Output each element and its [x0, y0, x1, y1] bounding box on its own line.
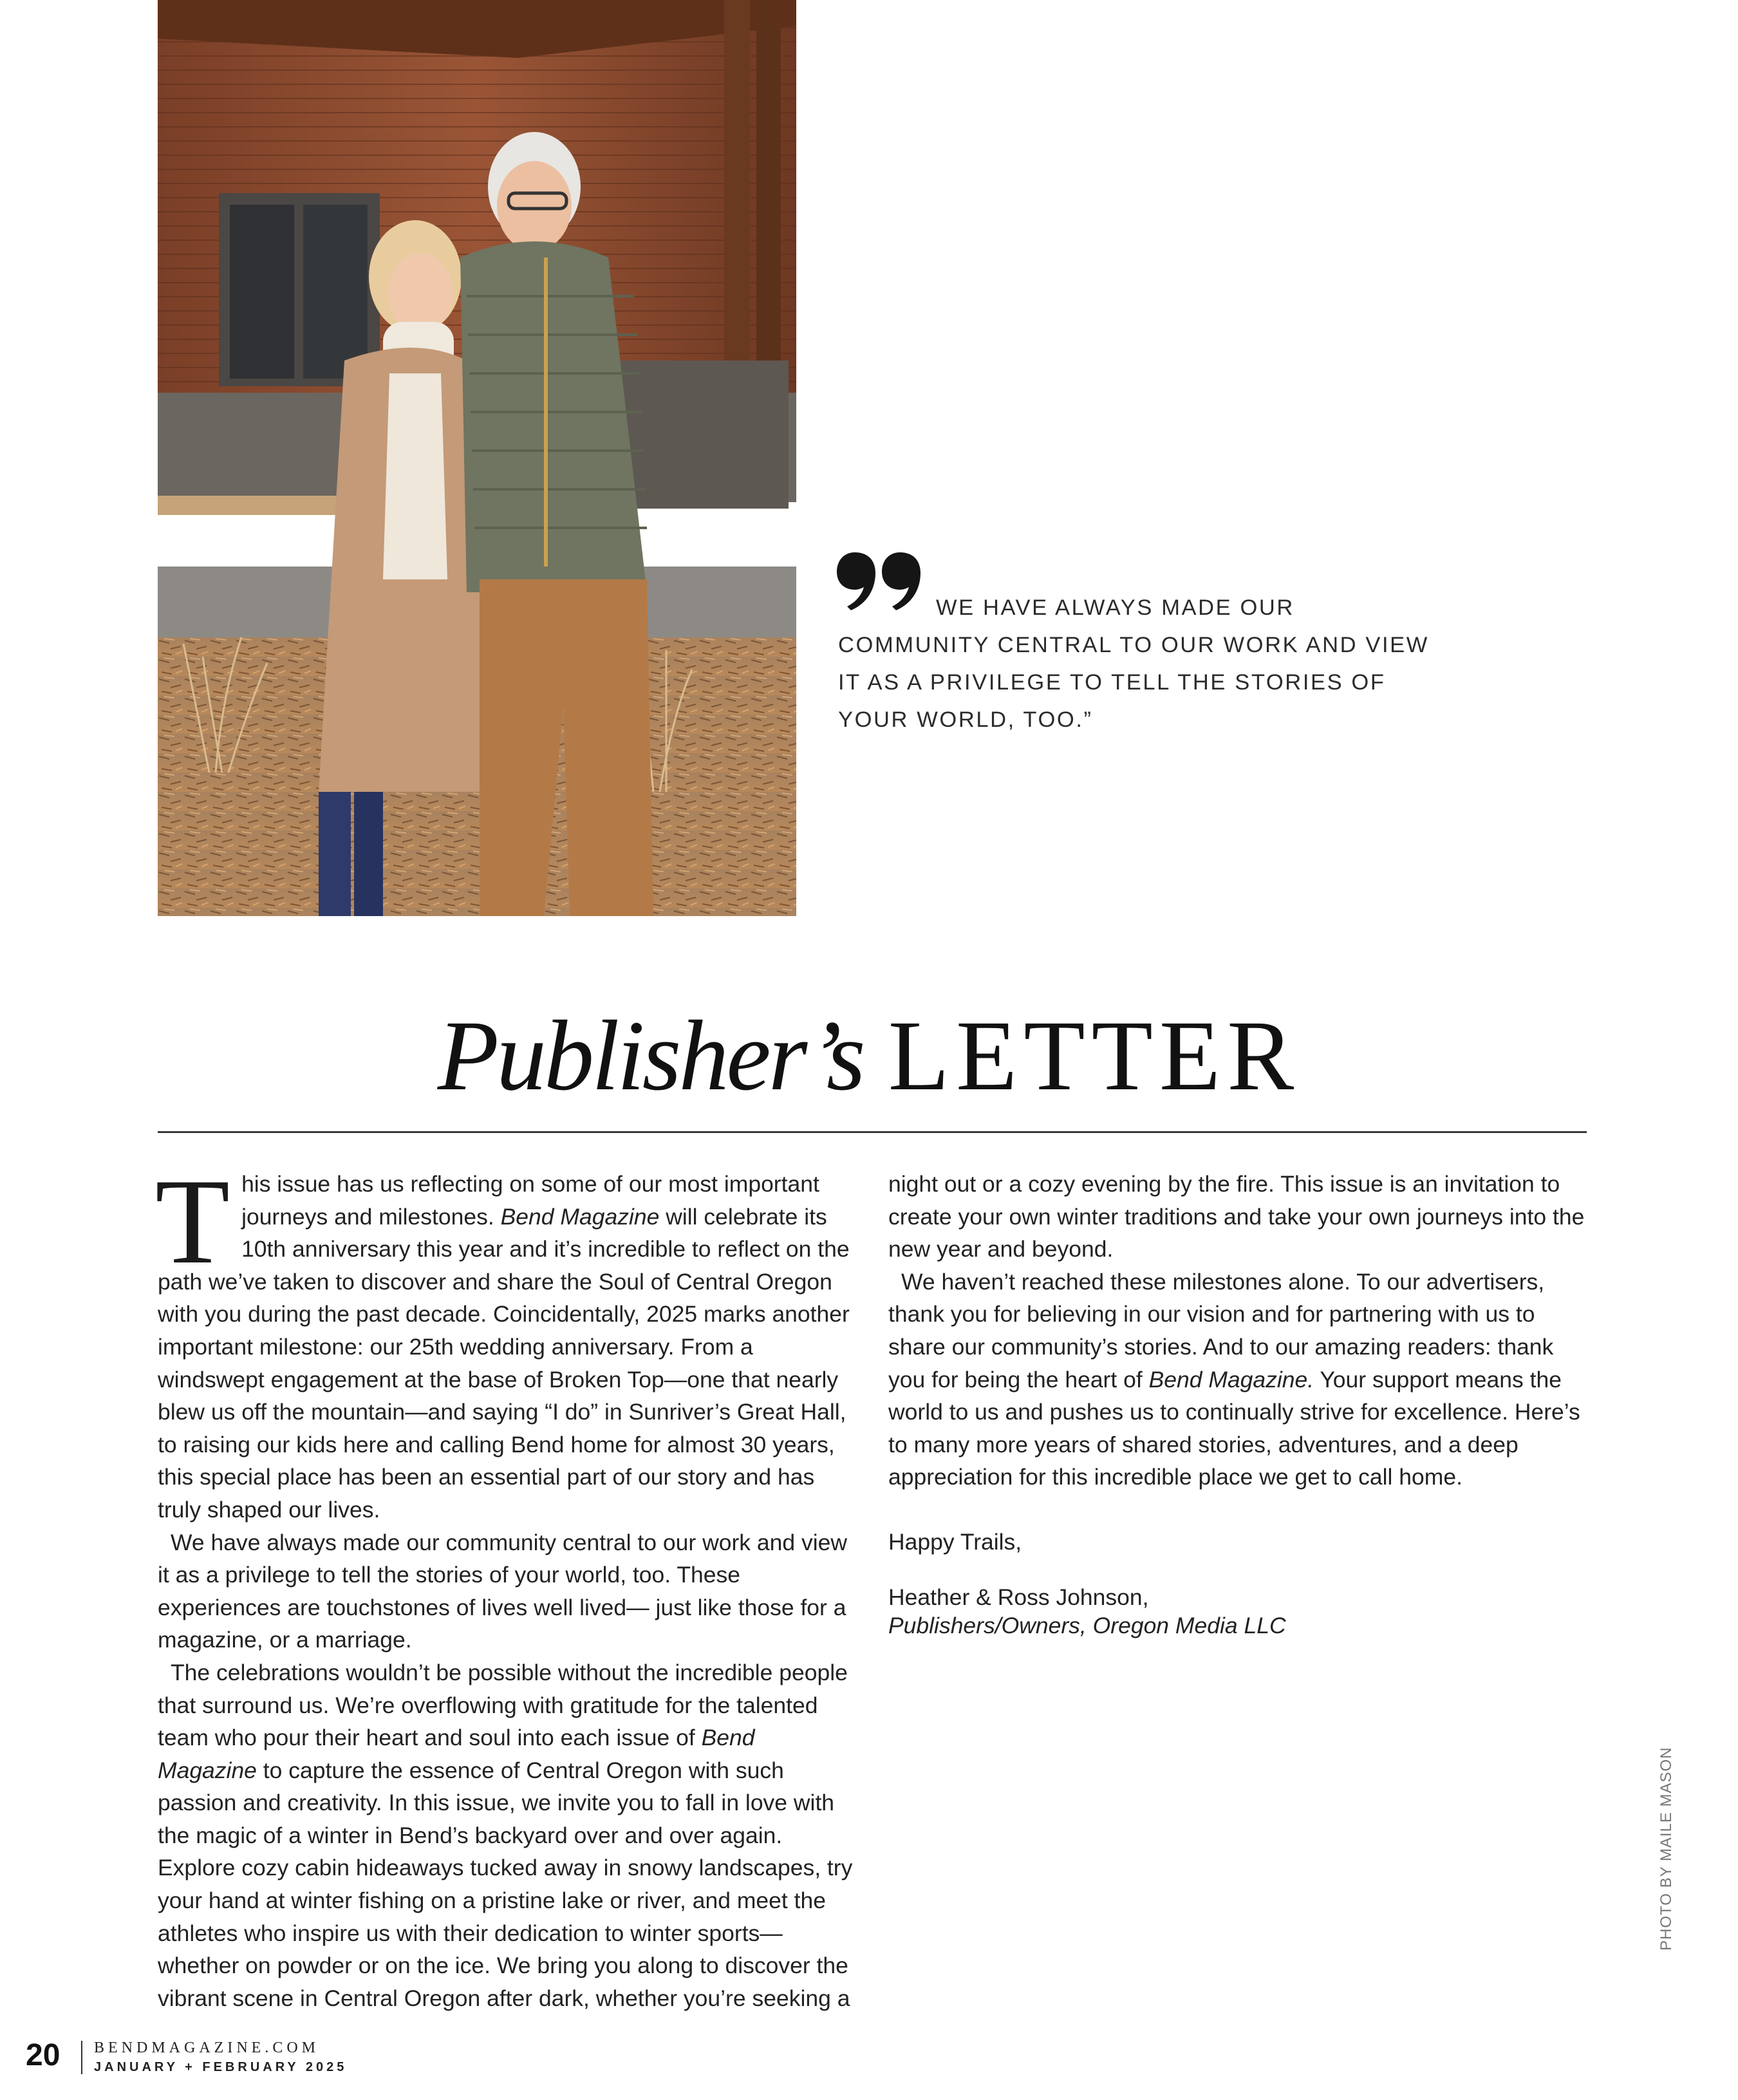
photo-credit: PHOTO BY MAILE MASON [1658, 1747, 1675, 1951]
title-caps: LETTER [888, 1000, 1301, 1111]
title-script: Publisher’s [437, 1000, 863, 1111]
signer-title: Publishers/Owners, Oregon Media LLC [888, 1612, 1286, 1638]
pull-quote [838, 589, 1430, 738]
issue-date: JANUARY + FEBRUARY 2025 [94, 2060, 348, 2074]
letter-paragraph-1: This issue has us reflecting on some of our most important journeys and milestones. Bend Magazine will celebrate its 10th anniversary this year and it’s incredible to reflect on the path we’ve taken to discover and share the Soul of Central Oregon with you during the past decade. Coincidentally, 2025 marks another important milestone: our 25th wedding anniversary. From a windswept engagement at the base of Broken Top—one that nearly blew us off the mountain—and saying “I do” in Sunriver’s Great Hall, to raising our kids here and calling Bend home for almost 30 years, this special place has been an essential part of our story and has truly shaped our lives. [155, 1154, 850, 1523]
magazine-name: Bend Magazine. [1148, 1366, 1314, 1392]
signers: Heather & Ross Johnson, [888, 1584, 1149, 1610]
spacer [888, 1559, 1587, 1583]
letter-column-right [888, 1168, 1587, 1640]
spacer [888, 1494, 1587, 1526]
letter-paragraph-3: The celebrations wouldn’t be possible without the incredible people that surround us. We’re overflowing with gratitude for the talented team who pour their heart and soul into each issue of Bend Magazine to capture the essence of Central Oregon with such passion and creativity. In this issue, we invite you to fall in love with the magic of a winter in Bend’s backyard over and over again. Explore cozy cabin hideaways tucked away in snowy landscapes, try your hand at winter fishing on a pristine lake or river, and meet the athletes who inspire us with their dedication to winter sports—whether on powder or on the ice. We bring you along to discover the vibrant scene in Central Oregon after dark, whether you’re seeking a [158, 1659, 853, 2011]
publishers-photo [158, 0, 796, 916]
letter-column-left [155, 1154, 856, 2014]
magazine-name: Bend Magazine [158, 1725, 755, 1783]
page-number: 20 [26, 2038, 61, 2072]
letter-paragraph-3-continued: night out or a cozy evening by the fire. This issue is an invitation to create your own winter traditions and take your own journeys into the new year and beyond. [888, 1171, 1585, 1262]
page-title [0, 995, 1738, 1117]
title-divider [158, 1131, 1587, 1133]
pull-quote-text: WE HAVE ALWAYS MADE OUR COMMUNITY CENTRAL TO OUR WORK AND VIEW IT AS A PRIVILEGE TO TELL THE STORIES OF YOUR WORLD, TOO.” [838, 595, 1429, 732]
letter-paragraph-2: We have always made our community central to our work and view it as a privilege to tell the stories of your world, too. These experiences are touchstones of lives well lived— just like those for a magazine, or a marriage. [158, 1529, 847, 1653]
letter-paragraph-4: We haven’t reached these milestones alone. To our advertisers, thank you for believing in our vision and for partnering with us to share our community’s stories. And to our amazing readers: thank you for being the heart of Bend Magazine. Your support means the world to us and pushes us to continually strive for excellence. Here’s to many more years of shared stories, adventures, and a deep appreciation for this incredible place we get to call home. [888, 1268, 1580, 1490]
folio-divider [81, 2041, 82, 2074]
magazine-name: Bend Magazine [500, 1203, 660, 1230]
drop-cap: T [155, 1154, 230, 1289]
website-link[interactable]: BENDMAGAZINE.COM [94, 2039, 319, 2056]
signoff: Happy Trails, [888, 1528, 1022, 1555]
